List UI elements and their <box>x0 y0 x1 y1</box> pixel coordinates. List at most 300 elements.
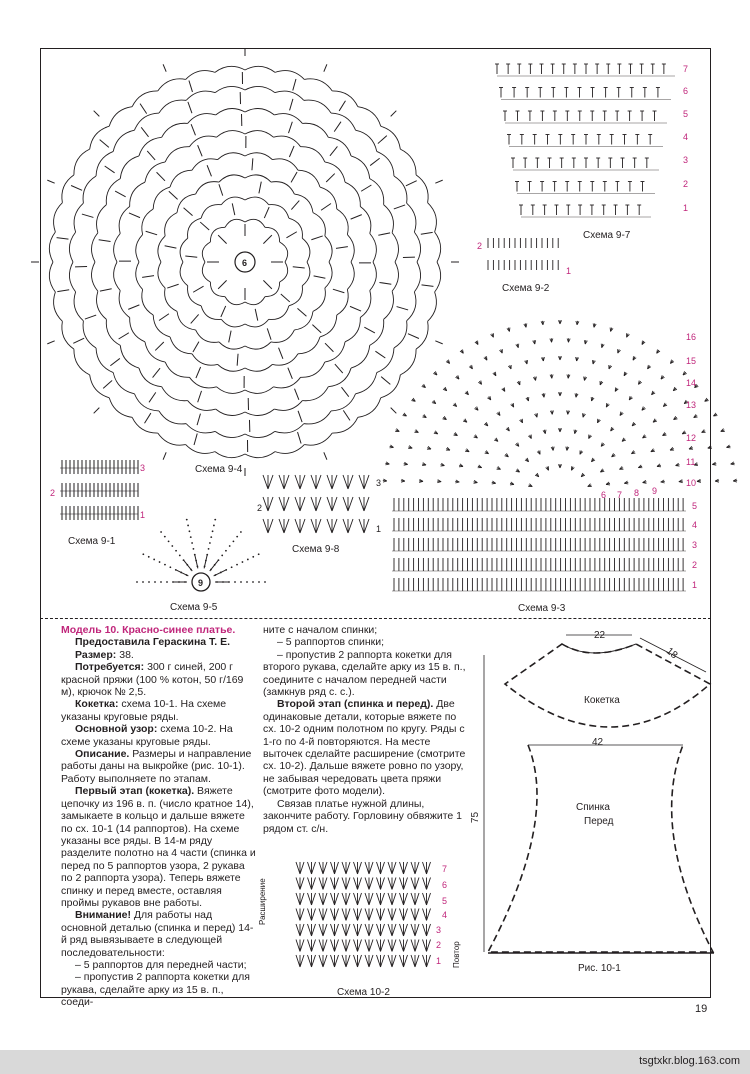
chain-arc <box>272 159 298 170</box>
row-number: 6 <box>601 490 607 500</box>
chain-arc <box>219 175 245 182</box>
dc-stitch <box>350 306 361 311</box>
chain-arc <box>358 107 381 127</box>
dc-stitch <box>263 235 271 243</box>
stitch <box>404 878 408 890</box>
dc-stitch <box>159 314 169 321</box>
dc-stitch <box>100 289 112 291</box>
chain-dot <box>160 531 162 533</box>
stitch <box>312 940 316 952</box>
fan-stitch <box>404 464 408 465</box>
stitch <box>415 878 419 890</box>
stitch <box>354 878 358 890</box>
dc-stitch <box>129 213 140 218</box>
width-18: 18 <box>663 645 680 662</box>
stitch <box>323 862 327 874</box>
chain-arc <box>407 203 416 232</box>
caption-scheme-9-5: Схема 9-5 <box>170 602 218 613</box>
chain-arc <box>370 179 384 205</box>
finish-text: Связав платье нужной длины, закончите работу. Горловину обвяжите 1 рядом ст. с/н. <box>263 797 463 835</box>
chain-arc <box>245 387 273 394</box>
chain-arc <box>180 238 188 262</box>
chain-arc <box>245 197 269 205</box>
fan-stitch <box>679 482 683 483</box>
fan-stitch <box>422 465 426 466</box>
dc-stitch <box>195 555 198 569</box>
chain-arc <box>245 219 265 227</box>
chain-arc <box>356 373 377 394</box>
dc-stitch <box>204 555 207 569</box>
stitch <box>323 955 327 967</box>
stitch <box>400 878 404 890</box>
stitch <box>263 475 268 489</box>
stitch <box>388 909 392 921</box>
chain-arc <box>302 238 310 262</box>
chain-dot <box>233 540 235 542</box>
stitch <box>392 878 396 890</box>
stitch <box>423 893 427 905</box>
chain-dot <box>208 548 210 550</box>
chain-arc <box>188 218 202 238</box>
attention-value: Для работы над основной деталью (спинка и перед) 14-й ряд вывязываете в следующей последовательности: <box>61 909 254 959</box>
stitch <box>319 893 323 905</box>
chain-arc <box>180 262 188 286</box>
chain-arc <box>162 123 188 137</box>
chain-arc <box>269 205 289 219</box>
chain-arc <box>119 206 130 233</box>
dc-stitch <box>197 414 200 426</box>
chain-arc <box>192 354 218 365</box>
stitch <box>404 862 408 874</box>
chain-arc <box>136 262 143 289</box>
dc-stitch <box>73 338 84 343</box>
chain-arc <box>328 368 351 387</box>
dc-stitch <box>221 306 226 317</box>
fan-stitch <box>731 464 735 465</box>
dc-stitch <box>169 191 178 199</box>
chain-arc <box>215 66 245 72</box>
fan-stitch <box>544 393 545 397</box>
stage1-label: Первый этап (кокетка). <box>75 785 195 798</box>
row-number: 1 <box>376 524 382 534</box>
dc-stitch <box>237 354 238 366</box>
arrow-stitch <box>94 408 100 414</box>
chain-arc <box>272 354 298 365</box>
dc-stitch <box>110 358 120 365</box>
stitch <box>404 924 408 936</box>
stitch <box>311 519 316 533</box>
list-item: – 5 раппортов спинки; <box>277 636 385 649</box>
stitch <box>332 497 337 511</box>
dc-stitch <box>57 290 69 292</box>
chain-arc <box>394 321 407 348</box>
dc-stitch <box>153 368 160 377</box>
row-number: 3 <box>140 463 146 473</box>
chain-arc <box>280 262 288 282</box>
chain-arc <box>298 170 320 187</box>
chain-arc <box>280 242 288 262</box>
stitch <box>427 862 431 874</box>
stitch <box>400 955 404 967</box>
stitch <box>343 475 348 489</box>
stitch <box>358 878 362 890</box>
dc-stitch <box>214 570 227 576</box>
stitch <box>312 909 316 921</box>
chain-arc <box>83 321 96 348</box>
stitch <box>319 878 323 890</box>
chain-arc <box>62 175 74 203</box>
arrow-stitch <box>391 408 397 414</box>
chain-arc <box>69 262 75 292</box>
chain-arc <box>120 345 139 368</box>
stitch <box>423 878 427 890</box>
dc-stitch <box>298 411 302 422</box>
stitch <box>342 878 346 890</box>
chain-dot <box>258 581 260 583</box>
dc-stitch <box>140 104 147 114</box>
chain-arc <box>113 130 134 151</box>
stitch <box>331 909 335 921</box>
row-number: 2 <box>257 503 263 513</box>
chain-arc <box>54 203 63 232</box>
chain-arc <box>114 262 121 290</box>
chain-arc <box>201 205 221 219</box>
stitch <box>335 955 339 967</box>
stitch <box>423 909 427 921</box>
stitch <box>346 940 350 952</box>
dc-stitch <box>286 232 296 238</box>
dc-stitch <box>325 343 333 352</box>
chain-arc <box>325 236 332 262</box>
yoke-label: Кокетка <box>584 695 620 706</box>
chain-arc <box>304 100 331 113</box>
row-number: 1 <box>436 956 442 966</box>
row-number: 2 <box>50 488 56 498</box>
stitch <box>381 878 385 890</box>
stitch <box>358 893 362 905</box>
stitch <box>279 497 284 511</box>
row-number: 4 <box>442 910 448 920</box>
chain-arc <box>189 136 216 147</box>
fan-stitch <box>526 323 527 327</box>
fan-stitch <box>733 481 737 482</box>
chain-dot <box>166 581 168 583</box>
stitch <box>423 940 427 952</box>
stitch <box>342 909 346 921</box>
stitch <box>427 909 431 921</box>
stitch <box>415 893 419 905</box>
chain-arc <box>215 452 245 458</box>
chain-arc <box>186 91 215 100</box>
row-number: 11 <box>686 457 696 467</box>
stitch <box>377 924 381 936</box>
chain-arc <box>74 292 83 321</box>
chain-arc <box>435 262 441 292</box>
chain-arc <box>332 417 358 433</box>
row-number: 7 <box>683 64 689 74</box>
stitch <box>364 519 369 533</box>
stitch <box>331 862 335 874</box>
chain-arc <box>313 288 325 311</box>
dc-stitch <box>219 184 223 195</box>
chain-arc <box>113 373 134 394</box>
stitch <box>284 519 289 533</box>
stitch <box>415 924 419 936</box>
chain-arc <box>202 242 210 262</box>
fan-stitch <box>697 481 701 482</box>
chain-arc <box>360 290 371 317</box>
row-number: 1 <box>692 580 698 590</box>
chain-arc <box>347 262 354 289</box>
chain-arc <box>134 394 159 411</box>
fan-stitch <box>584 340 585 344</box>
chain-arc <box>114 234 121 262</box>
dc-stitch <box>157 172 165 181</box>
chain-dot <box>240 581 242 583</box>
chain-arc <box>158 79 186 91</box>
dc-stitch <box>198 145 203 156</box>
chain-dot <box>148 556 150 558</box>
dc-stitch <box>142 276 154 278</box>
fan-stitch <box>575 393 576 397</box>
dc-stitch <box>232 203 235 215</box>
dc-stitch <box>408 334 419 339</box>
chain-dot <box>175 550 177 552</box>
stitch <box>423 924 427 936</box>
row-number: 1 <box>683 203 689 213</box>
stage2-label: Второй этап (спинка и перед). <box>277 698 434 711</box>
chain-arc <box>347 235 354 262</box>
chain-arc <box>435 232 441 262</box>
stitch <box>331 893 335 905</box>
stitch <box>415 955 419 967</box>
stitch <box>308 924 312 936</box>
dc-stitch <box>375 351 385 358</box>
dc-stitch <box>291 201 299 210</box>
stitch <box>332 519 337 533</box>
dc-stitch <box>295 389 299 400</box>
stitch <box>400 862 404 874</box>
row-number: 2 <box>477 241 483 251</box>
stitch <box>331 924 335 936</box>
dc-stitch <box>288 122 292 133</box>
chain-dot <box>246 581 248 583</box>
stitch <box>415 940 419 952</box>
fan-stitch <box>518 344 519 348</box>
row-number: 5 <box>442 896 448 906</box>
dc-stitch <box>194 433 197 445</box>
caption-scheme-9-1: Схема 9-1 <box>68 536 116 547</box>
chain-arc <box>145 342 165 362</box>
stitch <box>359 475 364 489</box>
stitch <box>388 955 392 967</box>
stitch <box>400 893 404 905</box>
stitch <box>411 955 415 967</box>
stitch <box>381 893 385 905</box>
row-number: 2 <box>436 940 442 950</box>
chain-arc <box>269 306 289 320</box>
stitch <box>279 475 284 489</box>
dc-stitch <box>184 208 193 216</box>
arrow-stitch <box>163 452 166 459</box>
stitch <box>358 924 362 936</box>
dc-stitch <box>321 203 331 210</box>
stitch <box>284 475 289 489</box>
chain-arc <box>351 345 370 368</box>
stitch <box>319 909 323 921</box>
stitch <box>268 475 273 489</box>
row-number: 3 <box>436 925 442 935</box>
dc-stitch <box>312 325 321 333</box>
arrow-stitch <box>435 341 442 344</box>
stitch <box>369 940 373 952</box>
dc-stitch <box>326 174 335 182</box>
chain-arc <box>225 297 245 305</box>
desc-value: Размеры и направление работы даны на выкройке (рис. 10-1). Работу выполняете по этапам. <box>61 748 252 785</box>
chain-arc <box>218 364 245 371</box>
caption-scheme-9-8: Схема 9-8 <box>292 544 340 555</box>
dc-stitch <box>188 102 192 113</box>
stitch <box>381 924 385 936</box>
fan-stitch <box>437 482 441 483</box>
dc-stitch <box>311 236 322 240</box>
stitch <box>300 924 304 936</box>
stitch <box>365 955 369 967</box>
dc-stitch <box>330 146 337 155</box>
dc-stitch <box>71 185 82 190</box>
dc-stitch <box>397 307 409 310</box>
chain-arc <box>134 113 159 130</box>
author: Предоставила Гераскина Т. Е. <box>75 636 231 649</box>
chain-arc <box>245 452 275 458</box>
row-number: 4 <box>683 132 689 142</box>
chain-arc <box>245 319 269 327</box>
chain-arc <box>145 162 165 182</box>
dc-stitch <box>99 240 111 242</box>
stitch <box>404 909 408 921</box>
fan-stitch <box>535 340 536 344</box>
center-label-9: 9 <box>198 578 204 588</box>
dc-stitch <box>149 392 156 402</box>
chain-arc <box>170 170 192 187</box>
dc-stitch <box>394 205 405 209</box>
chain-arc <box>370 319 384 345</box>
dc-stitch <box>210 560 219 571</box>
fan-stitch <box>474 483 478 484</box>
dc-stitch <box>100 140 109 148</box>
chain-arc <box>245 364 272 371</box>
chain-arc <box>91 233 97 262</box>
stitch <box>365 924 369 936</box>
chain-arc <box>196 330 219 342</box>
list-item: ните с началом спинки; <box>263 624 378 636</box>
stitch <box>296 893 300 905</box>
dc-stitch <box>341 387 348 397</box>
caption-scheme-9-2: Схема 9-2 <box>502 283 550 294</box>
chain-arc <box>392 233 398 262</box>
width-22: 22 <box>594 630 606 641</box>
stitch <box>316 475 321 489</box>
dc-stitch <box>351 215 362 220</box>
stitch <box>365 940 369 952</box>
yoke-label-text: Кокетка: <box>75 698 119 711</box>
dc-stitch <box>128 305 139 310</box>
row-number: 3 <box>376 478 382 488</box>
need-label: Потребуется: <box>75 661 145 674</box>
chain-dot <box>164 564 166 566</box>
stitch <box>411 909 415 921</box>
chain-arc <box>381 126 401 149</box>
stitch <box>354 924 358 936</box>
main-value: схема 10-2. На схеме указаны круговые ряды. <box>61 723 233 748</box>
stitch <box>348 519 353 533</box>
stitch <box>381 940 385 952</box>
dc-stitch <box>191 124 195 135</box>
dc-stitch <box>141 127 148 137</box>
stitch <box>346 924 350 936</box>
fan-stitch <box>661 482 665 483</box>
chain-dot <box>190 536 192 538</box>
chain-dot <box>179 555 181 557</box>
center-label-6: 6 <box>242 258 248 268</box>
stitch <box>295 519 300 533</box>
chain-arc <box>170 337 192 354</box>
stitch <box>316 519 321 533</box>
dc-stitch <box>218 235 226 243</box>
stitch <box>327 519 332 533</box>
row-number: 7 <box>617 490 623 500</box>
dc-stitch <box>290 99 293 111</box>
stitch <box>327 475 332 489</box>
chain-arc <box>304 433 332 445</box>
row-number: 1 <box>140 510 146 520</box>
chain-dot <box>240 531 242 533</box>
stitch <box>427 924 431 936</box>
stitch <box>400 924 404 936</box>
stitch <box>381 909 385 921</box>
fan-stitch <box>401 481 405 482</box>
chain-arc <box>274 114 302 124</box>
main-label: Основной узор: <box>75 723 158 736</box>
dc-stitch <box>291 172 297 182</box>
stitch <box>415 862 419 874</box>
dc-stitch <box>147 151 155 160</box>
chain-arc <box>416 321 428 349</box>
chain-dot <box>229 545 231 547</box>
stitch <box>319 862 323 874</box>
chain-dot <box>187 525 189 527</box>
chain-arc <box>192 159 218 170</box>
dc-stitch <box>193 342 199 352</box>
attention-label: Внимание! <box>75 909 131 922</box>
stitch <box>331 955 335 967</box>
chain-arc <box>298 337 320 354</box>
stitch <box>354 940 358 952</box>
stitch <box>331 878 335 890</box>
stitch <box>327 497 332 511</box>
stitch <box>377 878 381 890</box>
stitch <box>392 955 396 967</box>
stitch <box>358 955 362 967</box>
chain-arc <box>188 114 216 124</box>
stitch <box>354 955 358 967</box>
body-outline <box>488 745 713 952</box>
stitch <box>365 878 369 890</box>
dc-stitch <box>314 276 326 278</box>
dc-stitch <box>85 315 96 319</box>
chain-arc <box>245 409 274 415</box>
chain-arc <box>325 262 332 288</box>
